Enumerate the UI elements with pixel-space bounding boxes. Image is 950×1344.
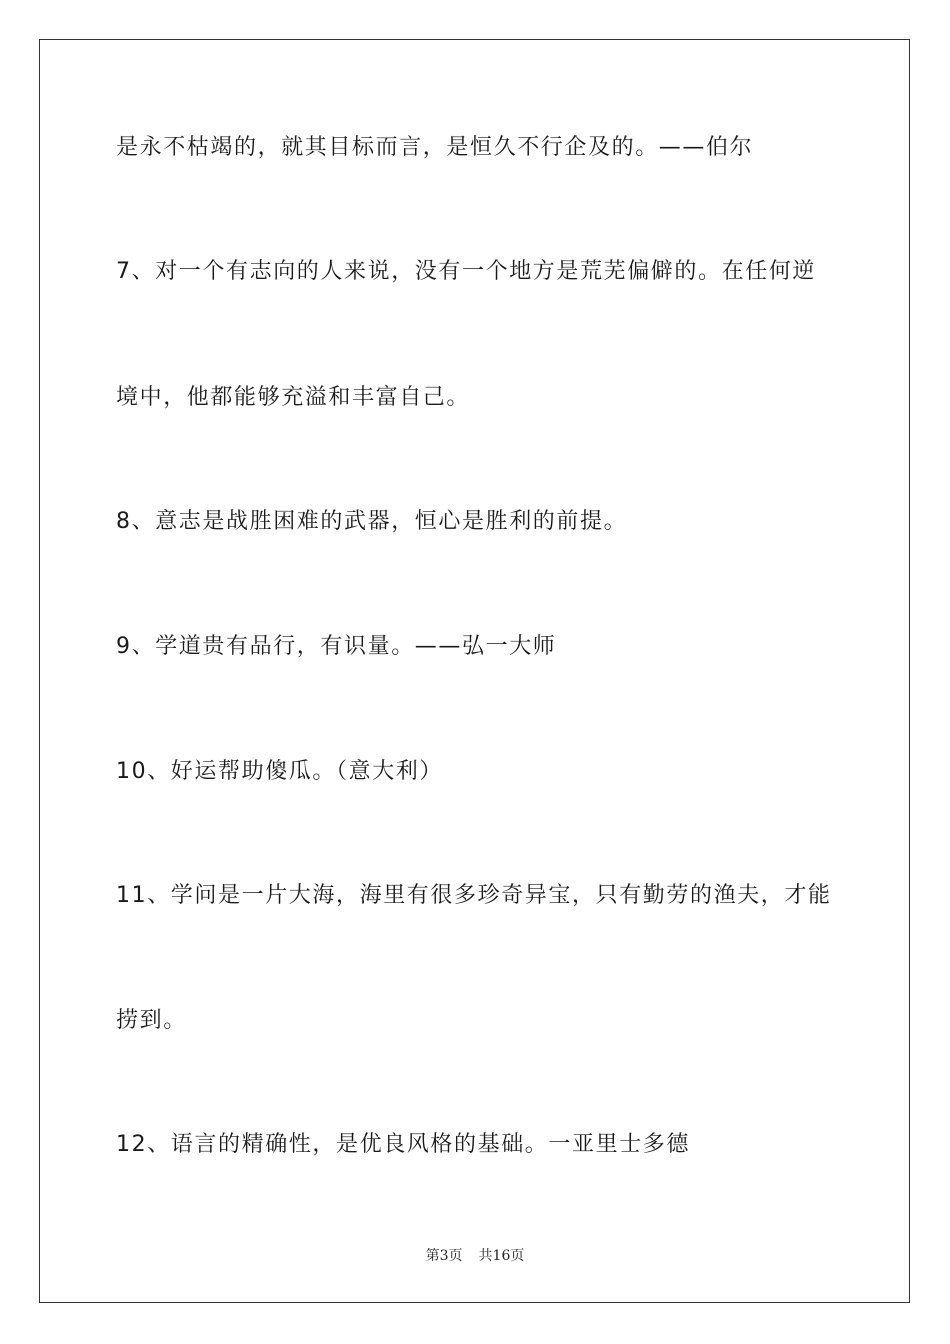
text-line: 8、意志是战胜困难的武器，恒心是胜利的前提。 xyxy=(116,509,628,534)
page-total: 共16页 xyxy=(478,1248,525,1264)
page-number: 第3页 xyxy=(425,1248,463,1264)
page-border xyxy=(39,39,910,1303)
text-line: 10、好运帮助傻瓜。（意大利） xyxy=(116,759,443,784)
text-line: 11、学问是一片大海，海里有很多珍奇异宝，只有勤劳的渔夫，才能 xyxy=(116,883,832,908)
text-line: 9、学道贵有品行，有识量。——弘一大师 xyxy=(116,634,557,659)
text-line: 是永不枯竭的，就其目标而言，是恒久不行企及的。——伯尔 xyxy=(116,135,754,160)
page-footer xyxy=(0,1247,950,1265)
text-line: 7、对一个有志向的人来说，没有一个地方是荒芜偏僻的。在任何逆 xyxy=(116,259,816,284)
text-line: 12、语言的精确性，是优良风格的基础。一亚里士多德 xyxy=(116,1132,690,1157)
text-line: 捞到。 xyxy=(116,1008,187,1033)
text-line: 境中，他都能够充溢和丰富自己。 xyxy=(116,385,471,410)
